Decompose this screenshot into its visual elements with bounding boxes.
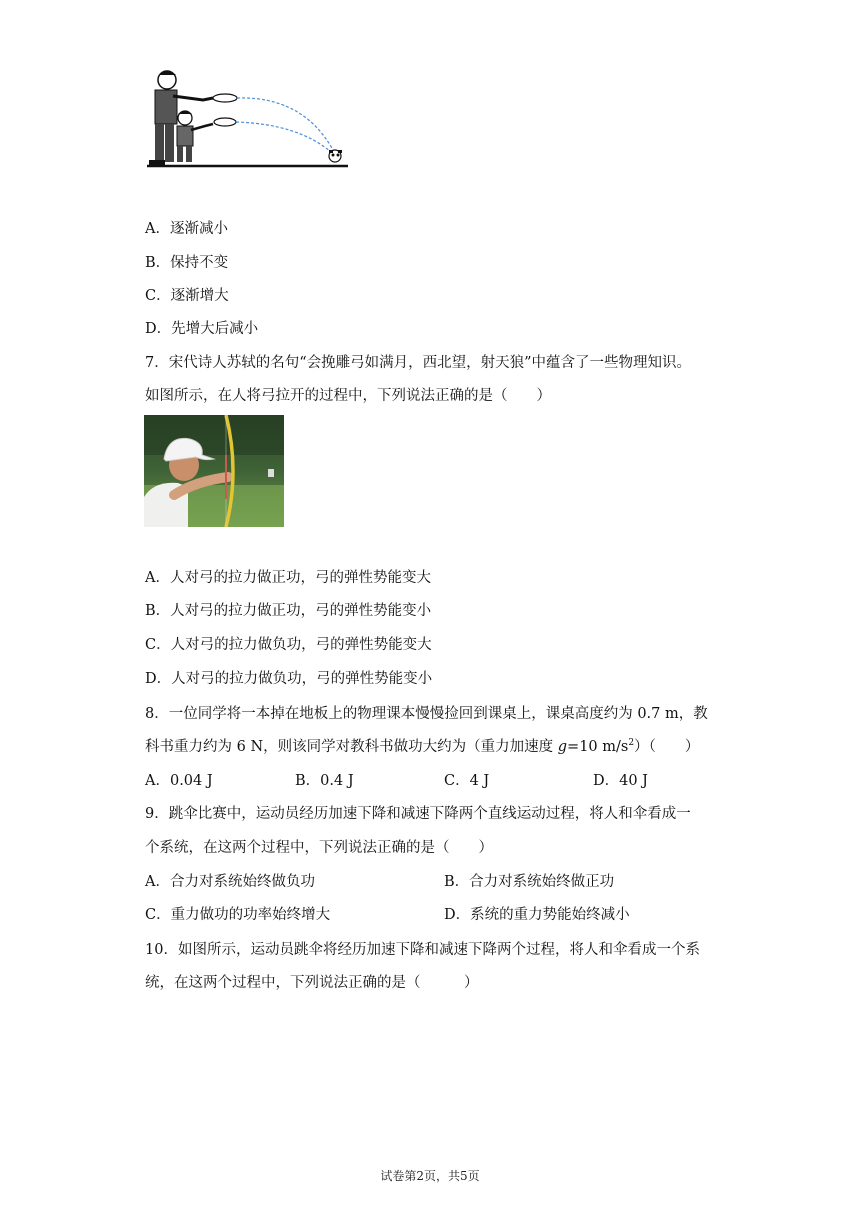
q8-g-symbol: g: [557, 739, 568, 755]
q8-option-d: D．40 J: [593, 773, 648, 789]
q7-option-b: B．人对弓的拉力做正功，弓的弹性势能变小: [145, 603, 432, 619]
q9-stem-line1: 9．跳伞比赛中，运动员经历加速下降和减速下降两个直线运动过程，将人和伞看成一: [145, 806, 691, 822]
q6-option-b: B．保持不变: [145, 255, 229, 271]
q8-stem-line1: 8．一位同学将一本掉在地板上的物理课本慢慢捡回到课桌上，课桌高度约为 0.7 m，教: [145, 706, 708, 722]
q8-option-b: B．0.4 J: [295, 773, 354, 789]
q10-stem-line2: 统，在这两个过程中，下列说法正确的是（ ）: [145, 975, 479, 991]
q9-option-b: B．合力对系统始终做正功: [444, 874, 615, 890]
page-footer: 试卷第2页，共5页: [380, 1169, 480, 1183]
q9-stem-line2: 个系统，在这两个过程中，下列说法正确的是（ ）: [145, 840, 493, 856]
q7-stem-line2: 如图所示，在人将弓拉开的过程中，下列说法正确的是（ ）: [145, 388, 551, 404]
q7-option-a: A．人对弓的拉力做正功，弓的弹性势能变大: [145, 570, 431, 586]
q7-option-c: C．人对弓的拉力做负功，弓的弹性势能变大: [145, 637, 432, 653]
q8-exponent: 2: [628, 738, 635, 748]
q9-option-c: C．重力做功的功率始终增大: [145, 907, 331, 923]
q6-option-c: C．逐渐增大: [145, 288, 229, 304]
q9-option-d: D．系统的重力势能始终减小: [444, 907, 630, 923]
q7-stem-line1: 7．宋代诗人苏轼的名句“会挽雕弓如满月，西北望，射天狼”中蕴含了一些物理知识。: [145, 355, 692, 371]
q8-stem-text-b: =10 m/s: [567, 739, 629, 755]
q8-stem-text-c: ）（ ）: [634, 739, 700, 755]
q8-option-c: C．4 J: [444, 773, 490, 789]
q6-option-a: A．逐渐减小: [145, 221, 228, 237]
q9-option-a: A．合力对系统始终做负功: [145, 874, 315, 890]
ring-toss-figure: [143, 66, 348, 172]
q7-option-d: D．人对弓的拉力做负功，弓的弹性势能变小: [145, 671, 433, 687]
q8-stem-line2: [145, 738, 699, 756]
q8-option-a: A．0.04 J: [145, 773, 213, 789]
q10-stem-line1: 10．如图所示，运动员跳伞将经历加速下降和减速下降两个过程，将人和伞看成一个系: [145, 942, 700, 958]
q8-stem-text-a: 科书重力约为 6 N，则该同学对教科书做功大约为（重力加速度: [145, 739, 558, 755]
archer-photo: [144, 415, 284, 527]
q6-option-d: D．先增大后减小: [145, 321, 259, 337]
